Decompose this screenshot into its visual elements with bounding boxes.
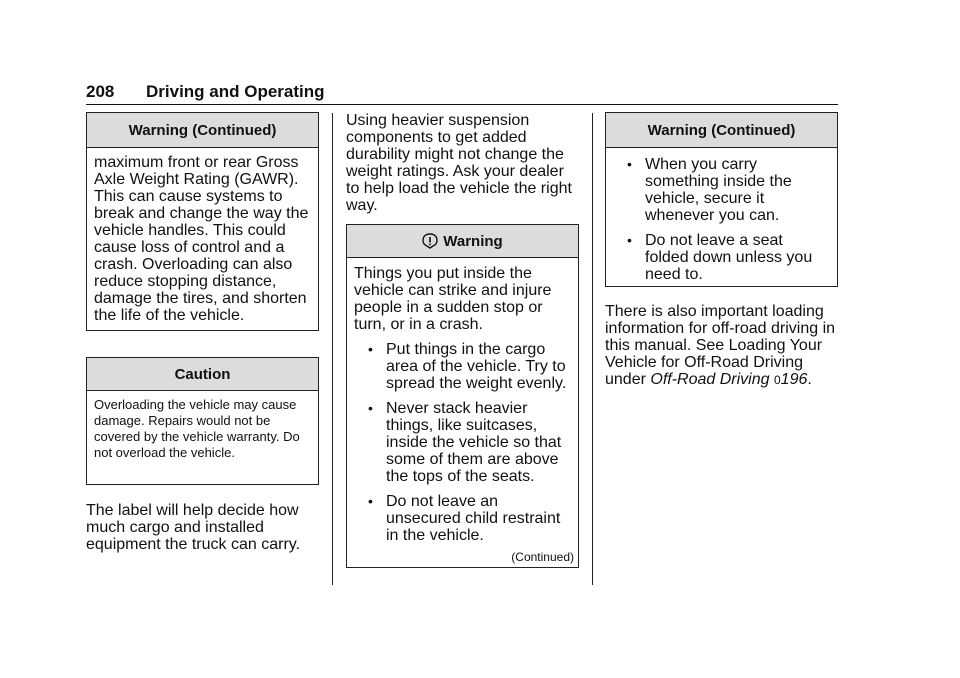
warning-continued-title: Warning (Continued) [87,113,318,148]
warning-cont-bullet-1 [613,156,830,224]
bullet-text: Do not leave an unsecured child restraint in the vehicle. [386,493,561,544]
warning-box [346,224,579,568]
caution-text: Overloading the vehicle may cause damage. Repairs would not be covered by the vehicle warranty. Do not overload the vehicle. [94,397,300,460]
column-divider-1 [332,113,333,585]
warning-cont-bullet-2 [613,232,830,283]
offroad-paragraph [605,303,841,389]
warning-icon [422,233,438,249]
bullet-text: Never stack heavier things, like suitcases, inside the vehicle so that some of them are above the tops of the seats. [386,400,562,485]
caution-box [86,357,319,485]
bullet-glyph: • [368,400,373,416]
warning-continued-title-2: Warning (Continued) [606,113,837,148]
cargo-label-paragraph: The label will help decide how much cargo and installed equipment the truck can carry. [86,502,301,553]
page-number: 208 [86,82,115,101]
warning-title: Warning [443,232,503,250]
warning-continued-box-2 [605,112,838,287]
page-ref[interactable]: 196 [780,371,808,388]
bullet-text: Do not leave a seat folded down unless you need to. [645,232,813,283]
warning-title-bar [347,225,578,258]
bullet-glyph: • [627,232,632,248]
bullet-text: When you carry something inside the vehicle, secure it whenever you can. [645,156,792,224]
section-title: Driving and Operating [146,82,325,101]
warning-bullet-2 [354,400,571,485]
continued-label: (Continued) [511,550,574,564]
page-ref-arrow-icon: 0 [773,373,781,387]
suspension-paragraph: Using heavier suspension components to get added durability might not change the weight ratings. Ask your dealer to help load the vehicle the right way. [346,112,572,214]
bullet-glyph: • [627,156,632,172]
caution-title: Caution [87,358,318,391]
warning-intro: Things you put inside the vehicle can strike and injure people in a sudden stop or turn, or in a crash. [354,265,552,333]
bullet-glyph: • [368,341,373,357]
warning-continued-text: maximum front or rear Gross Axle Weight Rating (GAWR). This can cause systems to break and change the way the vehicle handles. This could cause loss of control and a crash. Overloading can also reduce stopping distance, damage the tires, and shorten the life of the vehicle. [94,154,309,324]
warning-bullet-3 [354,493,571,544]
bullet-text: Put things in the cargo area of the vehicle. Try to spread the weight evenly. [386,341,567,392]
offroad-text: There is also important loading information for off-road driving in this manual. See Loading Your Vehicle for Off-Road Driving under [605,303,836,388]
bullet-glyph: • [368,493,373,509]
page-header [86,82,838,105]
period: . [807,371,812,388]
warning-continued-box [86,112,319,331]
column-divider-2 [592,113,593,585]
offroad-link[interactable]: Off-Road Driving [650,371,770,388]
warning-bullet-1 [354,341,571,392]
